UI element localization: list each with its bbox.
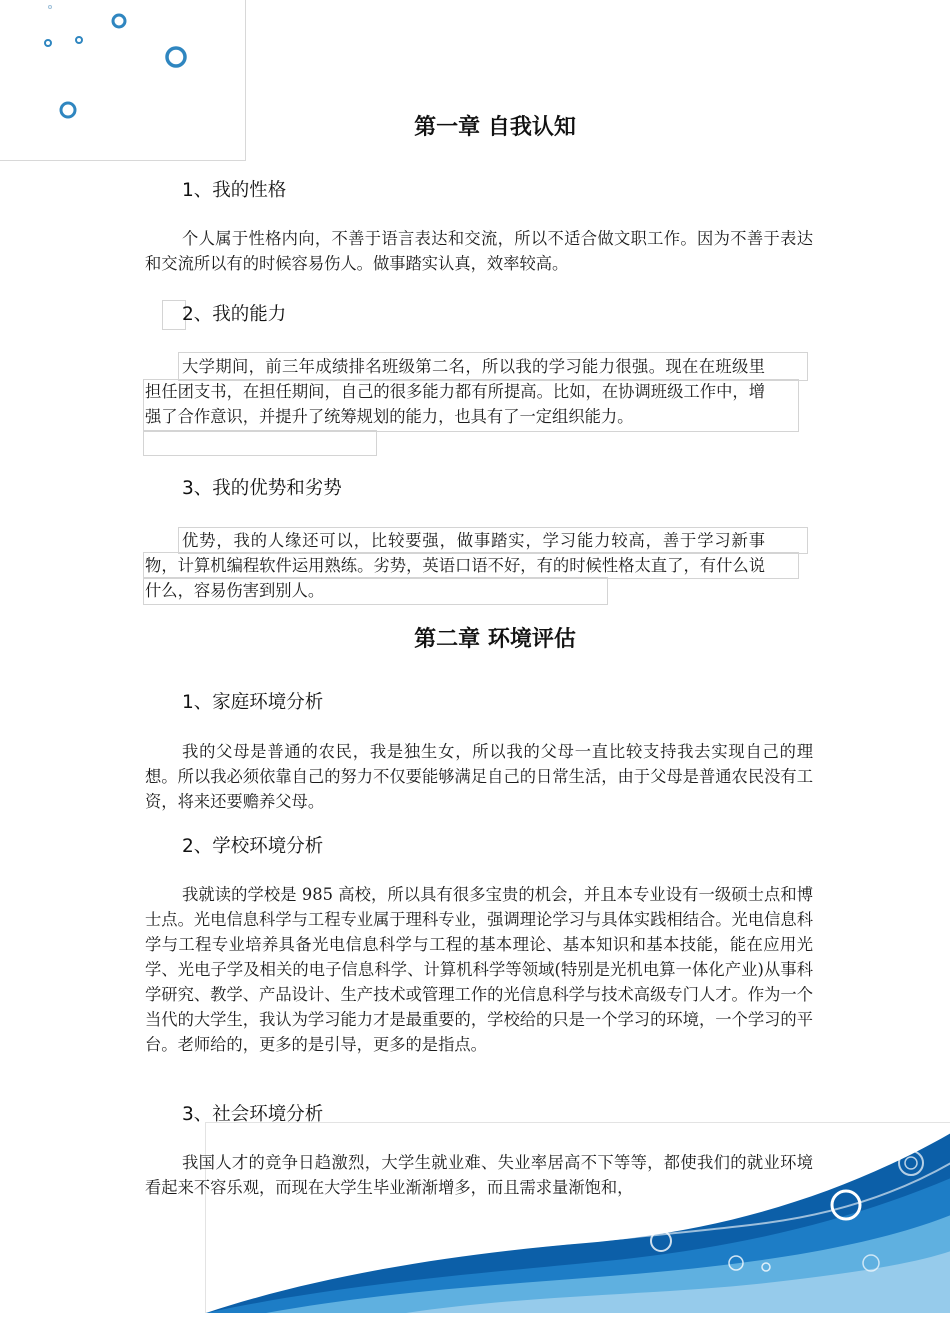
paragraph-strengths-weaknesses: 优势，我的人缘还可以，比较要强，做事踏实，学习能力较高，善于学习新事物，计算机编程软件运用熟练。劣势，英语口语不好，有的时候性格太直了，有什么说什么，容易伤害到别人。 xyxy=(145,531,765,600)
section-heading-ability: 2、我的能力 xyxy=(182,304,287,325)
paragraph-ability: 大学期间，前三年成绩排名班级第二名，所以我的学习能力很强。现在在班级里担任团支书，在担任期间，自己的很多能力都有所提高。比如，在协调班级工作中，增强了合作意识，并提升了统筹规划的能力，也具有了一定组织能力。 xyxy=(145,357,765,426)
section-heading-school: 2、学校环境分析 xyxy=(182,836,324,857)
paragraph-society: 我国人才的竞争日趋激烈，大学生就业难、失业率居高不下等等，都使我们的就业环境看起来不容乐观，而现在大学生毕业渐渐增多，而且需求量渐饱和， xyxy=(145,1153,813,1197)
chapter-1-title: 第一章 自我认知 xyxy=(414,115,576,140)
paragraph-family: 我的父母是普通的农民，我是独生女，所以我的父母一直比较支持我去实现自己的理想。所以我必须依靠自己的努力不仅要能够满足自己的日常生活，由于父母是普通农民没有工资，将来还要赡养父母。 xyxy=(145,742,813,811)
chapter-2-title: 第二章 环境评估 xyxy=(414,627,576,652)
paragraph-school: 我就读的学校是 985 高校，所以具有很多宝贵的机会，并且本专业设有一级硕士点和博士点。光电信息科学与工程专业属于理科专业，强调理论学习与具体实践相结合。光电信息科学与工程专业培养具备光电信息科学与工程的基本理论、基本知识和基本技能，能在应用光学、光电子学及相关的电子信息科学、计算机科学等领域(特别是光机电算一体化产业)从事科学研究、教学、产品设计、生产技术或管理工作的光信息科学与技术高级专门人才。作为一个当代的大学生，我认为学习能力才是最重要的，学校给的只是一个学习的环境，一个学习的平台。老师给的，更多的是引导，更多的是指点。 xyxy=(145,885,813,1054)
section-heading-family: 1、家庭环境分析 xyxy=(182,692,324,713)
section-heading-strengths-weaknesses: 3、我的优势和劣势 xyxy=(182,478,342,499)
text-frame-border xyxy=(143,430,377,456)
section-heading-society: 3、社会环境分析 xyxy=(182,1104,324,1125)
section-heading-personality: 1、我的性格 xyxy=(182,180,287,201)
paragraph-personality: 个人属于性格内向，不善于语言表达和交流，所以不适合做文职工作。因为不善于表达和交流所以有的时候容易伤人。做事踏实认真，效率较高。 xyxy=(145,229,813,273)
